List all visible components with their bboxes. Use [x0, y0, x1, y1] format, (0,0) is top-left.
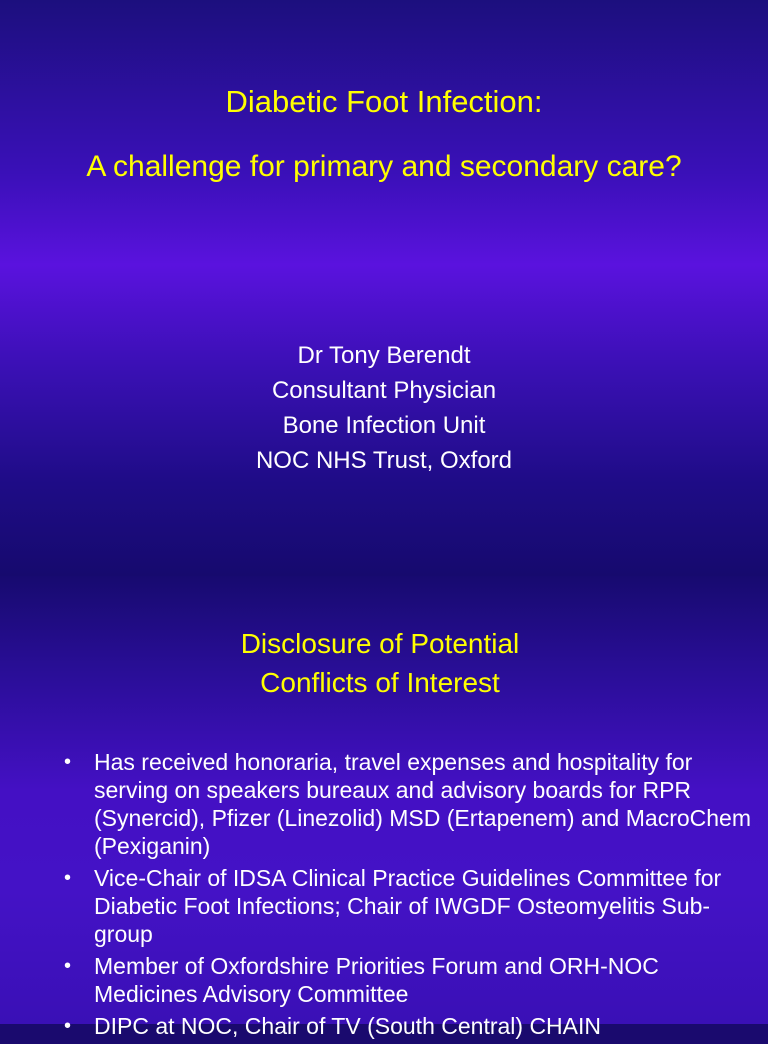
bullet-text: Has received honoraria, travel expenses and hospitality for serving on speakers bureaux and advisory boards for RPR (Synercid), Pfizer (Linezolid) MSD (Ertapenem) and MacroChem (Pexiganin): [94, 749, 751, 859]
bullet-icon: •: [64, 955, 72, 977]
bullet-text: DIPC at NOC, Chair of TV (South Central) CHAIN: [94, 1013, 601, 1039]
author-info: [0, 338, 768, 478]
author-organization: NOC NHS Trust, Oxford: [255, 447, 513, 474]
author-unit: Bone Infection Unit: [282, 412, 486, 439]
bullet-icon: •: [64, 751, 72, 773]
list-item: [62, 748, 752, 860]
disclosure-title-line: Conflicts of Interest: [260, 667, 500, 698]
disclosure-slide: [0, 576, 768, 1039]
bullet-icon: •: [64, 867, 72, 889]
disclosure-list: [62, 748, 752, 1044]
author-name: Dr Tony Berendt: [297, 342, 471, 369]
slide-subtitle: A challenge for primary and secondary care?: [86, 150, 682, 183]
slide-title: Diabetic Foot Infection:: [225, 84, 543, 119]
author-position: Consultant Physician: [271, 377, 497, 404]
list-item: [62, 952, 752, 1008]
disclosure-title-line: Disclosure of Potential: [240, 628, 520, 659]
list-item: [62, 1012, 752, 1040]
bullet-icon: •: [64, 1015, 72, 1037]
disclosure-title: [200, 624, 560, 702]
bullet-text: Member of Oxfordshire Priorities Forum and ORH-NOC Medicines Advisory Committee: [94, 953, 659, 1007]
bullet-text: Vice-Chair of IDSA Clinical Practice Guidelines Committee for Diabetic Foot Infections; Chair of IWGDF Osteomyelitis Sub-group: [94, 865, 722, 947]
list-item: [62, 864, 752, 948]
